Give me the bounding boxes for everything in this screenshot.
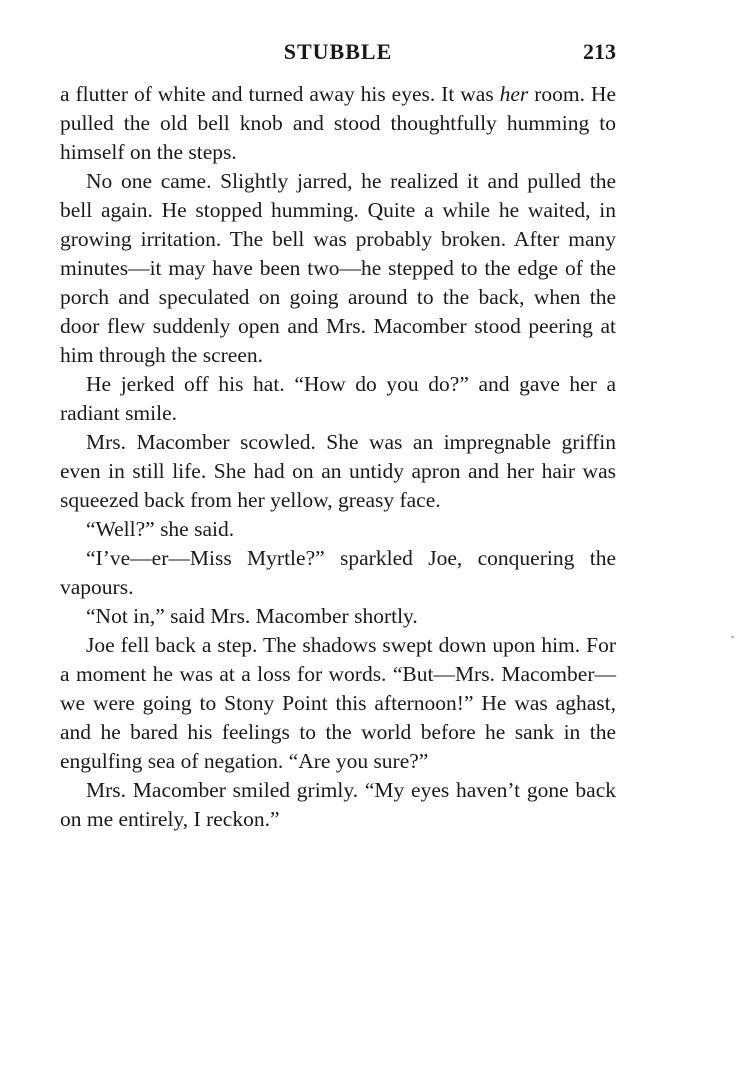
paragraph xyxy=(60,515,616,544)
paragraph xyxy=(60,631,616,776)
paragraph-text: “I’ve—er—Miss Myrtle?” sparkled Joe, conquering the vapours. xyxy=(60,546,616,599)
paragraph-text: Mrs. Macomber smiled grimly. “My eyes haven’t gone back on me entirely, I reckon.” xyxy=(60,778,616,831)
paragraph xyxy=(60,167,616,370)
running-title: STUBBLE xyxy=(283,39,393,64)
paragraph xyxy=(60,80,616,167)
paragraph xyxy=(60,428,616,515)
paragraph-text: Mrs. Macomber scowled. She was an impregnable griffin even in still life. She had on an untidy apron and her hair was squeezed back from her yellow, greasy face. xyxy=(60,430,616,512)
paragraph-text: No one came. Slightly jarred, he realized it and pulled the bell again. He stopped humming. Quite a while he waited, in growing irritation. The bell was probably broken. After many minutes—it may have been two—he stepped to the edge of the porch and speculated on going around to the back, when the door flew suddenly open and Mrs. Macomber stood peering at him through the screen. xyxy=(60,169,616,367)
paragraph xyxy=(60,776,616,834)
paragraph-text: “Not in,” said Mrs. Macomber shortly. xyxy=(86,604,418,628)
paragraph-text: Joe fell back a step. The shadows swept down upon him. For a moment he was at a loss for words. “But—Mrs. Macomber—we were going to Stony Point this afternoon!” He was aghast, and he bared his feelings to the world before he sank in the engulfing sea of negation. “Are you sure?” xyxy=(60,633,616,773)
emphasis-text: her xyxy=(499,82,529,106)
paragraph-text: a flutter of white and turned away his eyes. It was xyxy=(60,82,500,106)
paragraph xyxy=(60,544,616,602)
paragraph xyxy=(60,602,616,631)
paragraph-text: “Well?” she said. xyxy=(86,517,235,541)
paragraph-text: room. He pulled the old bell knob and stood thoughtfully humming to himself on the steps. xyxy=(60,82,616,164)
paragraph-text: He jerked off his hat. “How do you do?” and gave her a radiant smile. xyxy=(60,372,616,425)
body-text xyxy=(60,80,616,834)
margin-mark xyxy=(731,636,734,638)
page-number: 213 xyxy=(583,39,616,64)
running-head xyxy=(60,36,616,68)
paragraph xyxy=(60,370,616,428)
